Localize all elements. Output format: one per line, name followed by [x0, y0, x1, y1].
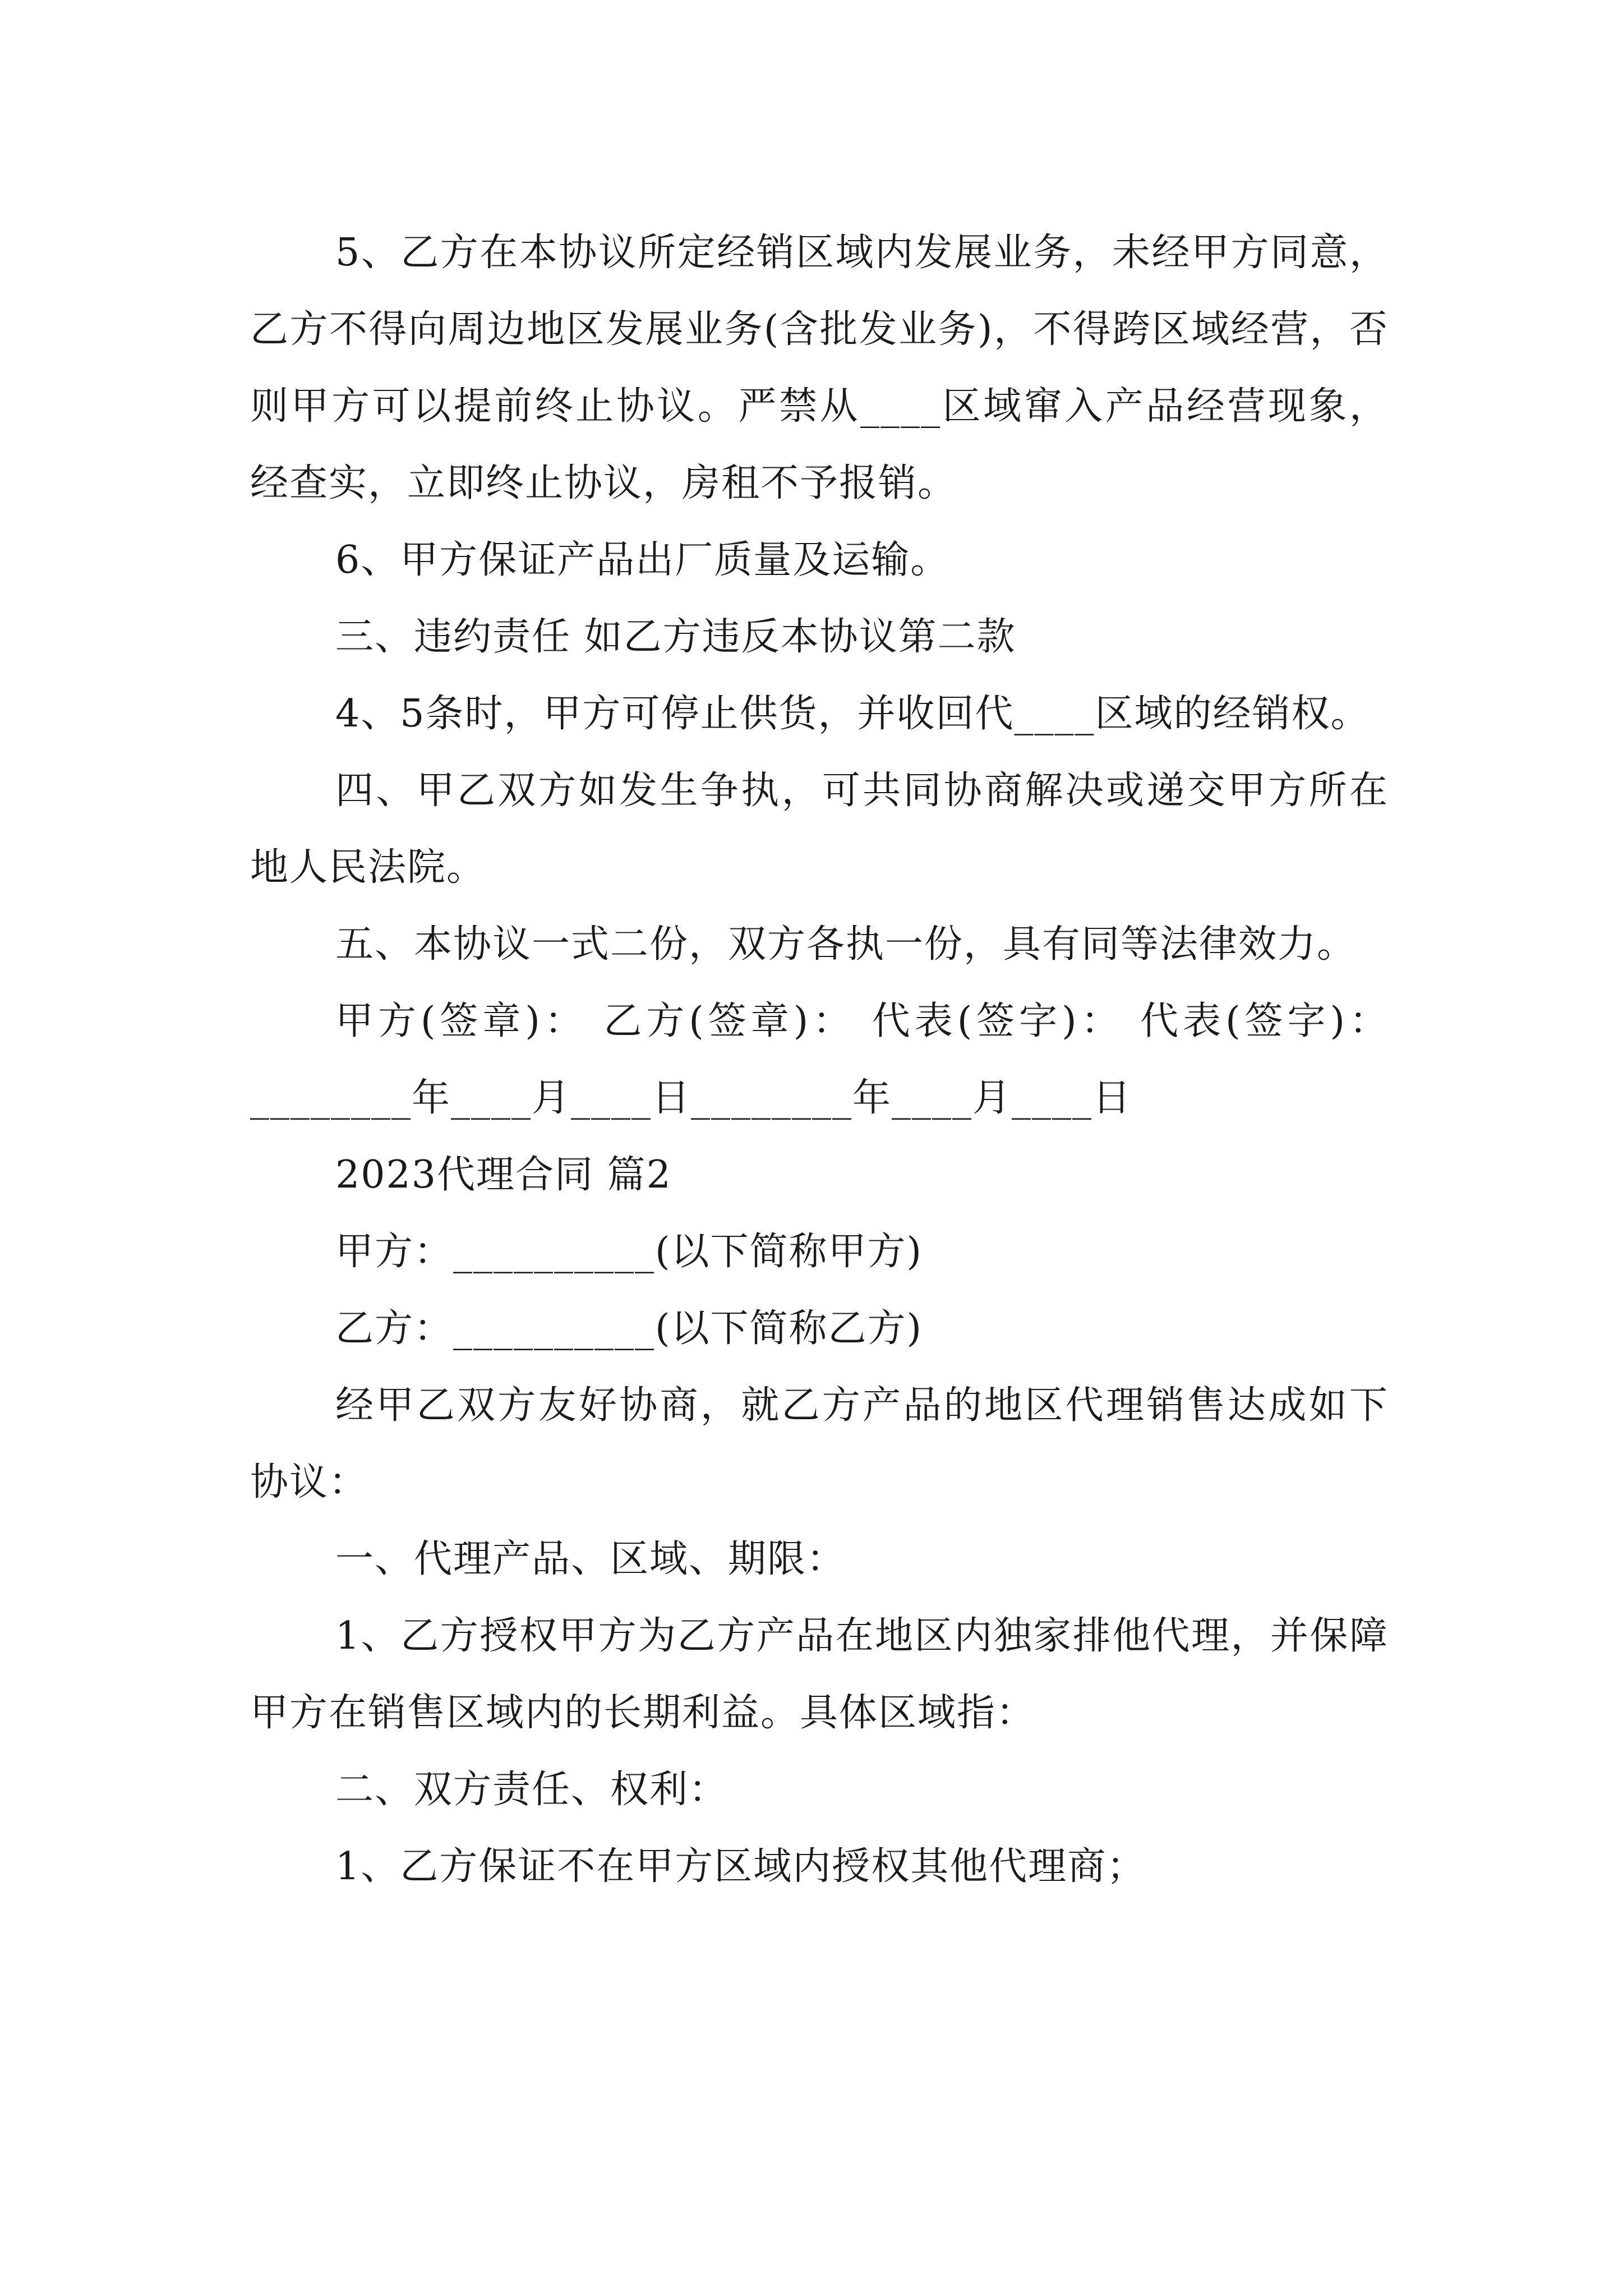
- contract-2-title: 2023代理合同 篇2: [335, 1153, 672, 1197]
- paragraph-section-2-clause-1: 1、乙方保证不在甲方区域内授权其他代理商；: [335, 1844, 1146, 1889]
- paragraph-section-2-heading: 二、双方责任、权利：: [335, 1768, 728, 1812]
- paragraph-section-3-body: 4、5条时，甲方可停止供货，并收回代____区域的经销权。: [335, 692, 1370, 736]
- paragraph-section-3-heading: 三、违约责任 如乙方违反本协议第二款: [335, 615, 1016, 659]
- paragraph-preamble: 经甲乙双方友好协商，就乙方产品的地区代理销售达成如下协议：: [250, 1383, 1389, 1504]
- paragraph-clause-5: 5、乙方在本协议所定经销区域内发展业务，未经甲方同意，乙方不得向周边地区发展业务(含批发业务)，不得跨区域经营，否则甲方可以提前终止协议。严禁从____区域窜入产品经营现象，经查实，立即终止协议，房租不予报销。: [250, 231, 1389, 505]
- document-body: [250, 214, 1402, 1905]
- paragraph-section-1-heading: 一、代理产品、区域、期限：: [335, 1537, 846, 1581]
- paragraph-clause-6: 6、甲方保证产品出厂质量及运输。: [335, 538, 950, 582]
- party-a-line: 甲方：__________(以下简称甲方): [335, 1230, 923, 1274]
- signature-block: 甲方(签章)： 乙方(签章)： 代表(签字)： 代表(签字)： ________年____月____日________年____月____日: [250, 999, 1402, 1120]
- paragraph-section-5: 五、本协议一式二份，双方各执一份，具有同等法律效力。: [335, 922, 1357, 967]
- paragraph-section-4: 四、甲乙双方如发生争执，可共同协商解决或递交甲方所在地人民法院。: [250, 769, 1389, 890]
- paragraph-section-1-clause-1: 1、乙方授权甲方为乙方产品在地区内独家排他代理，并保障甲方在销售区域内的长期利益。具体区域指：: [250, 1614, 1389, 1735]
- party-b-line: 乙方：__________(以下简称乙方): [335, 1306, 923, 1351]
